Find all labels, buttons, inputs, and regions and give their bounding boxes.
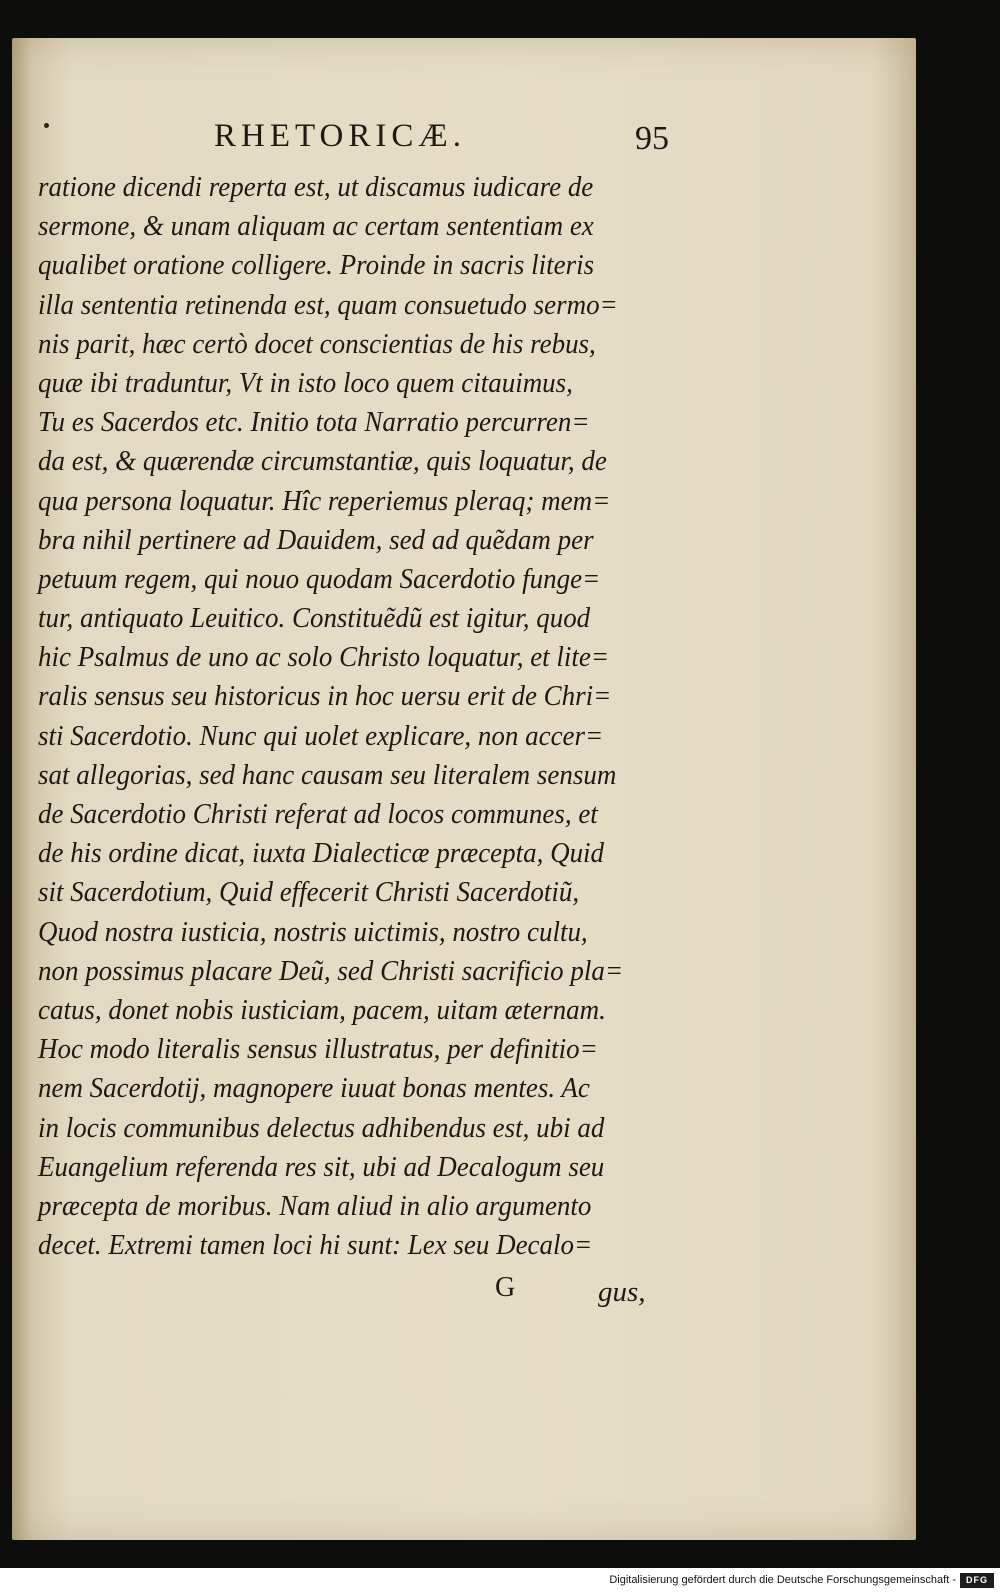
text-line: non possimus placare Deũ, sed Christi sacrificio pla=: [38, 954, 624, 987]
footer-bar: [0, 1568, 1000, 1596]
text-line: nem Sacerdotij, magnopere iuuat bonas mentes. Ac: [38, 1072, 590, 1105]
text-line: catus, donet nobis iusticiam, pacem, uitam æternam.: [38, 993, 606, 1026]
text-line: Euangelium referenda res sit, ubi ad Decalogum seu: [38, 1150, 605, 1183]
body-text: [38, 168, 678, 1265]
catchword: gus,: [598, 1276, 646, 1308]
running-head: RHETORICÆ.: [214, 118, 466, 154]
text-line: Tu es Sacerdos etc. Initio tota Narratio percurren=: [38, 406, 590, 439]
text-line: de his ordine dicat, iuxta Dialecticæ præcepta, Quid: [38, 837, 605, 870]
ink-speck: [44, 123, 49, 128]
text-line: ralis sensus seu historicus in hoc uersu erit de Chri=: [38, 680, 612, 713]
text-line: illa sententia retinenda est, quam consuetudo sermo=: [38, 288, 618, 321]
page-number: 95: [635, 120, 669, 157]
text-line: Hoc modo literalis sensus illustratus, per definitio=: [38, 1033, 598, 1066]
text-line: nis parit, hæc certò docet conscientias de his rebus,: [38, 327, 596, 360]
text-line: bra nihil pertinere ad Dauidem, sed ad quẽdam per: [38, 523, 594, 556]
text-line: sat allegorias, sed hanc causam seu literalem sensum: [38, 758, 617, 791]
dfg-logo-icon: DFG: [960, 1573, 994, 1588]
text-line: qualibet oratione colligere. Proinde in sacris literis: [38, 249, 595, 282]
text-line: sermone, & unam aliquam ac certam sententiam ex: [38, 210, 594, 243]
text-line: sti Sacerdotio. Nunc qui uolet explicare, non accer=: [38, 719, 604, 752]
text-line: qua persona loquatur. Hîc reperiemus pleraq; mem=: [38, 484, 611, 517]
text-line: decet. Extremi tamen loci hi sunt: Lex seu Decalo=: [38, 1229, 593, 1262]
text-line: da est, & quærendæ circumstantiæ, quis loquatur, de: [38, 445, 607, 478]
text-line: præcepta de moribus. Nam aliud in alio argumento: [38, 1189, 592, 1222]
funding-credit: Digitalisierung gefördert durch die Deutsche Forschungsgemeinschaft -: [609, 1574, 956, 1586]
text-line: sit Sacerdotium, Quid effecerit Christi Sacerdotiũ,: [38, 876, 580, 909]
text-line: Quod nostra iusticia, nostris uictimis, nostro cultu,: [38, 915, 588, 948]
text-line: de Sacerdotio Christi referat ad locos communes, et: [38, 798, 598, 830]
text-line: petuum regem, qui nouo quodam Sacerdotio funge=: [38, 562, 601, 595]
signature-mark: G: [495, 1272, 516, 1303]
text-line: hic Psalmus de uno ac solo Christo loquatur, et lite=: [38, 641, 610, 674]
text-line: tur, antiquato Leuitico. Constituẽdũ est igitur, quod: [38, 602, 591, 635]
text-line: ratione dicendi reperta est, ut discamus iudicare de: [38, 171, 594, 203]
text-line: in locis communibus delectus adhibendus est, ubi ad: [38, 1111, 605, 1144]
text-line: quæ ibi traduntur, Vt in isto loco quem citauimus,: [38, 366, 573, 399]
